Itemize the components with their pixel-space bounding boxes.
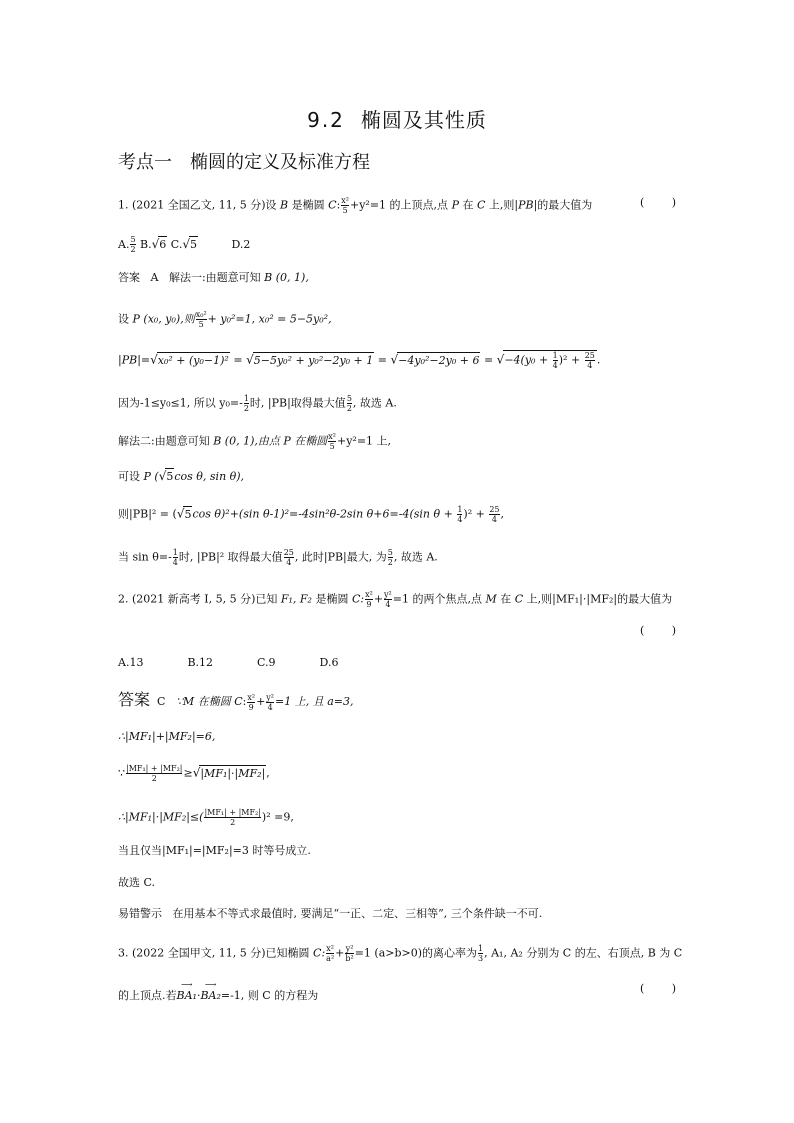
q1-parametric: 可设 P (√5cos θ, sin θ), bbox=[118, 469, 245, 483]
q1-conclusion-1: 因为-1≤y₀≤1, 所以 y₀=- $\frac{1}{2}$ 时, |PB|取得最大值 $\frac{5}{2}$ , 故选 A. bbox=[118, 394, 397, 413]
q2-option-c: C.9 bbox=[257, 656, 276, 669]
q2-option-b: B.12 bbox=[187, 656, 214, 669]
q2-options bbox=[118, 655, 366, 671]
q1-option-b: B.√6 bbox=[140, 236, 167, 251]
q1-option-c: C.√5 bbox=[170, 236, 197, 251]
q1-method-2: 解法二:由题意可知 B (0, 1),由点 P 在椭圆 $\frac{\text{x²}}{5}$ +y²=1 上, bbox=[118, 432, 392, 451]
q2-product-bound: ∴|MF₁|·|MF₂|≤( $\frac{\text{|MF₁| + |MF₂|}}{2}$ )² =9, bbox=[118, 808, 294, 827]
q1-stem: 1. (2021 全国乙文, 11, 5 分)设 B 是椭圆 C: $\frac{\text{x²}}{5}$ +y²=1 的上顶点,点 P 在 C 上,则|PB|的最大值为 bbox=[118, 196, 593, 215]
page-title: 9.2 椭圆及其性质 bbox=[307, 108, 487, 132]
q1-pb-squared: 则|PB|² = (√5cos θ)²+(sin θ-1)²=-4sin²θ-2sin θ+6=-4(sin θ + $\frac{1}{4}$ )² + $\frac{25}{4}$ , bbox=[118, 505, 505, 524]
q2-inequality: ∵ $\frac{\text{|MF₁| + |MF₂|}}{2}$ ≥√|MF₁|·|MF₂|, bbox=[118, 764, 270, 783]
q1-options bbox=[118, 235, 250, 254]
q2-stem: 2. (2021 新高考 I, 5, 5 分)已知 F₁, F₂ 是椭圆 C: $\frac{\text{x²}}{9}$ + $\frac{\text{y²}}{4}$ =1 的两个焦点,点 M 在 C 上,则|MF₁|·|MF₂|的最大值为 bbox=[118, 590, 673, 609]
q3-answer-bracket: ( ) bbox=[640, 982, 676, 995]
q1-option-a: A. $\frac{5}{2}$ bbox=[118, 235, 136, 254]
q1-answer: 答案 A 解法一:由题意可知 B (0, 1), bbox=[118, 271, 309, 284]
q2-answer-bracket: ( ) bbox=[640, 624, 676, 637]
q1-option-d: D.2 bbox=[231, 237, 251, 251]
q1-conclusion-2: 当 sin θ=- $\frac{1}{4}$ 时, |PB|² 取得最大值 $\frac{25}{4}$ , 此时|PB|最大, 为 $\frac{5}{2}$ , 故选 A. bbox=[118, 548, 438, 567]
q3-stem: 3. (2022 全国甲文, 11, 5 分)已知椭圆 C: $\frac{\text{x²}}{\text{a²}}$ + $\frac{\text{y²}}{\text{b²}}$ =1 (a>b>0)的离心率为 $\frac{1}{3}$ , A₁, A₂ 分别为 C 的左、右顶点, B 为 C bbox=[118, 944, 683, 963]
q1-set-p: 设 P (x₀, y₀),则 $\frac{\text{x₀²}}{5}$ + y₀²=1, x₀² = 5−5y₀², bbox=[118, 310, 332, 329]
q2-answer: 答案 C ∵M 在椭圆 C: $\frac{\text{x²}}{9}$ + $\frac{\text{y²}}{4}$ =1 上, 且 a=3, bbox=[118, 690, 354, 712]
q2-option-d: D.6 bbox=[319, 656, 339, 669]
q2-option-a: A.13 bbox=[118, 656, 144, 669]
q2-sum: ∴|MF₁|+|MF₂|=6, bbox=[118, 730, 216, 743]
q2-equality: 当且仅当|MF₁|=|MF₂|=3 时等号成立. bbox=[118, 844, 311, 857]
section-heading: 考点一 椭圆的定义及标准方程 bbox=[118, 152, 370, 173]
q2-choice: 故选 C. bbox=[118, 876, 156, 889]
q1-answer-bracket: ( ) bbox=[640, 196, 676, 209]
q3-stem-line-2: 的上顶点.若 ⟶ BA₁· ⟶ BA₂=-1, 则 C 的方程为 bbox=[118, 980, 319, 1002]
q2-warning: 易错警示 在用基本不等式求最值时, 要满足“一正、二定、三相等”, 三个条件缺一不可. bbox=[118, 907, 543, 920]
q1-pb-expression: |PB|=√x₀² + (y₀−1)² = √5−5y₀² + y₀²−2y₀ + 1 = √−4y₀²−2y₀ + 6 = √−4(y₀ + $\frac{1}{4}$ )² + $\frac{25}{4}$ . bbox=[118, 351, 601, 370]
